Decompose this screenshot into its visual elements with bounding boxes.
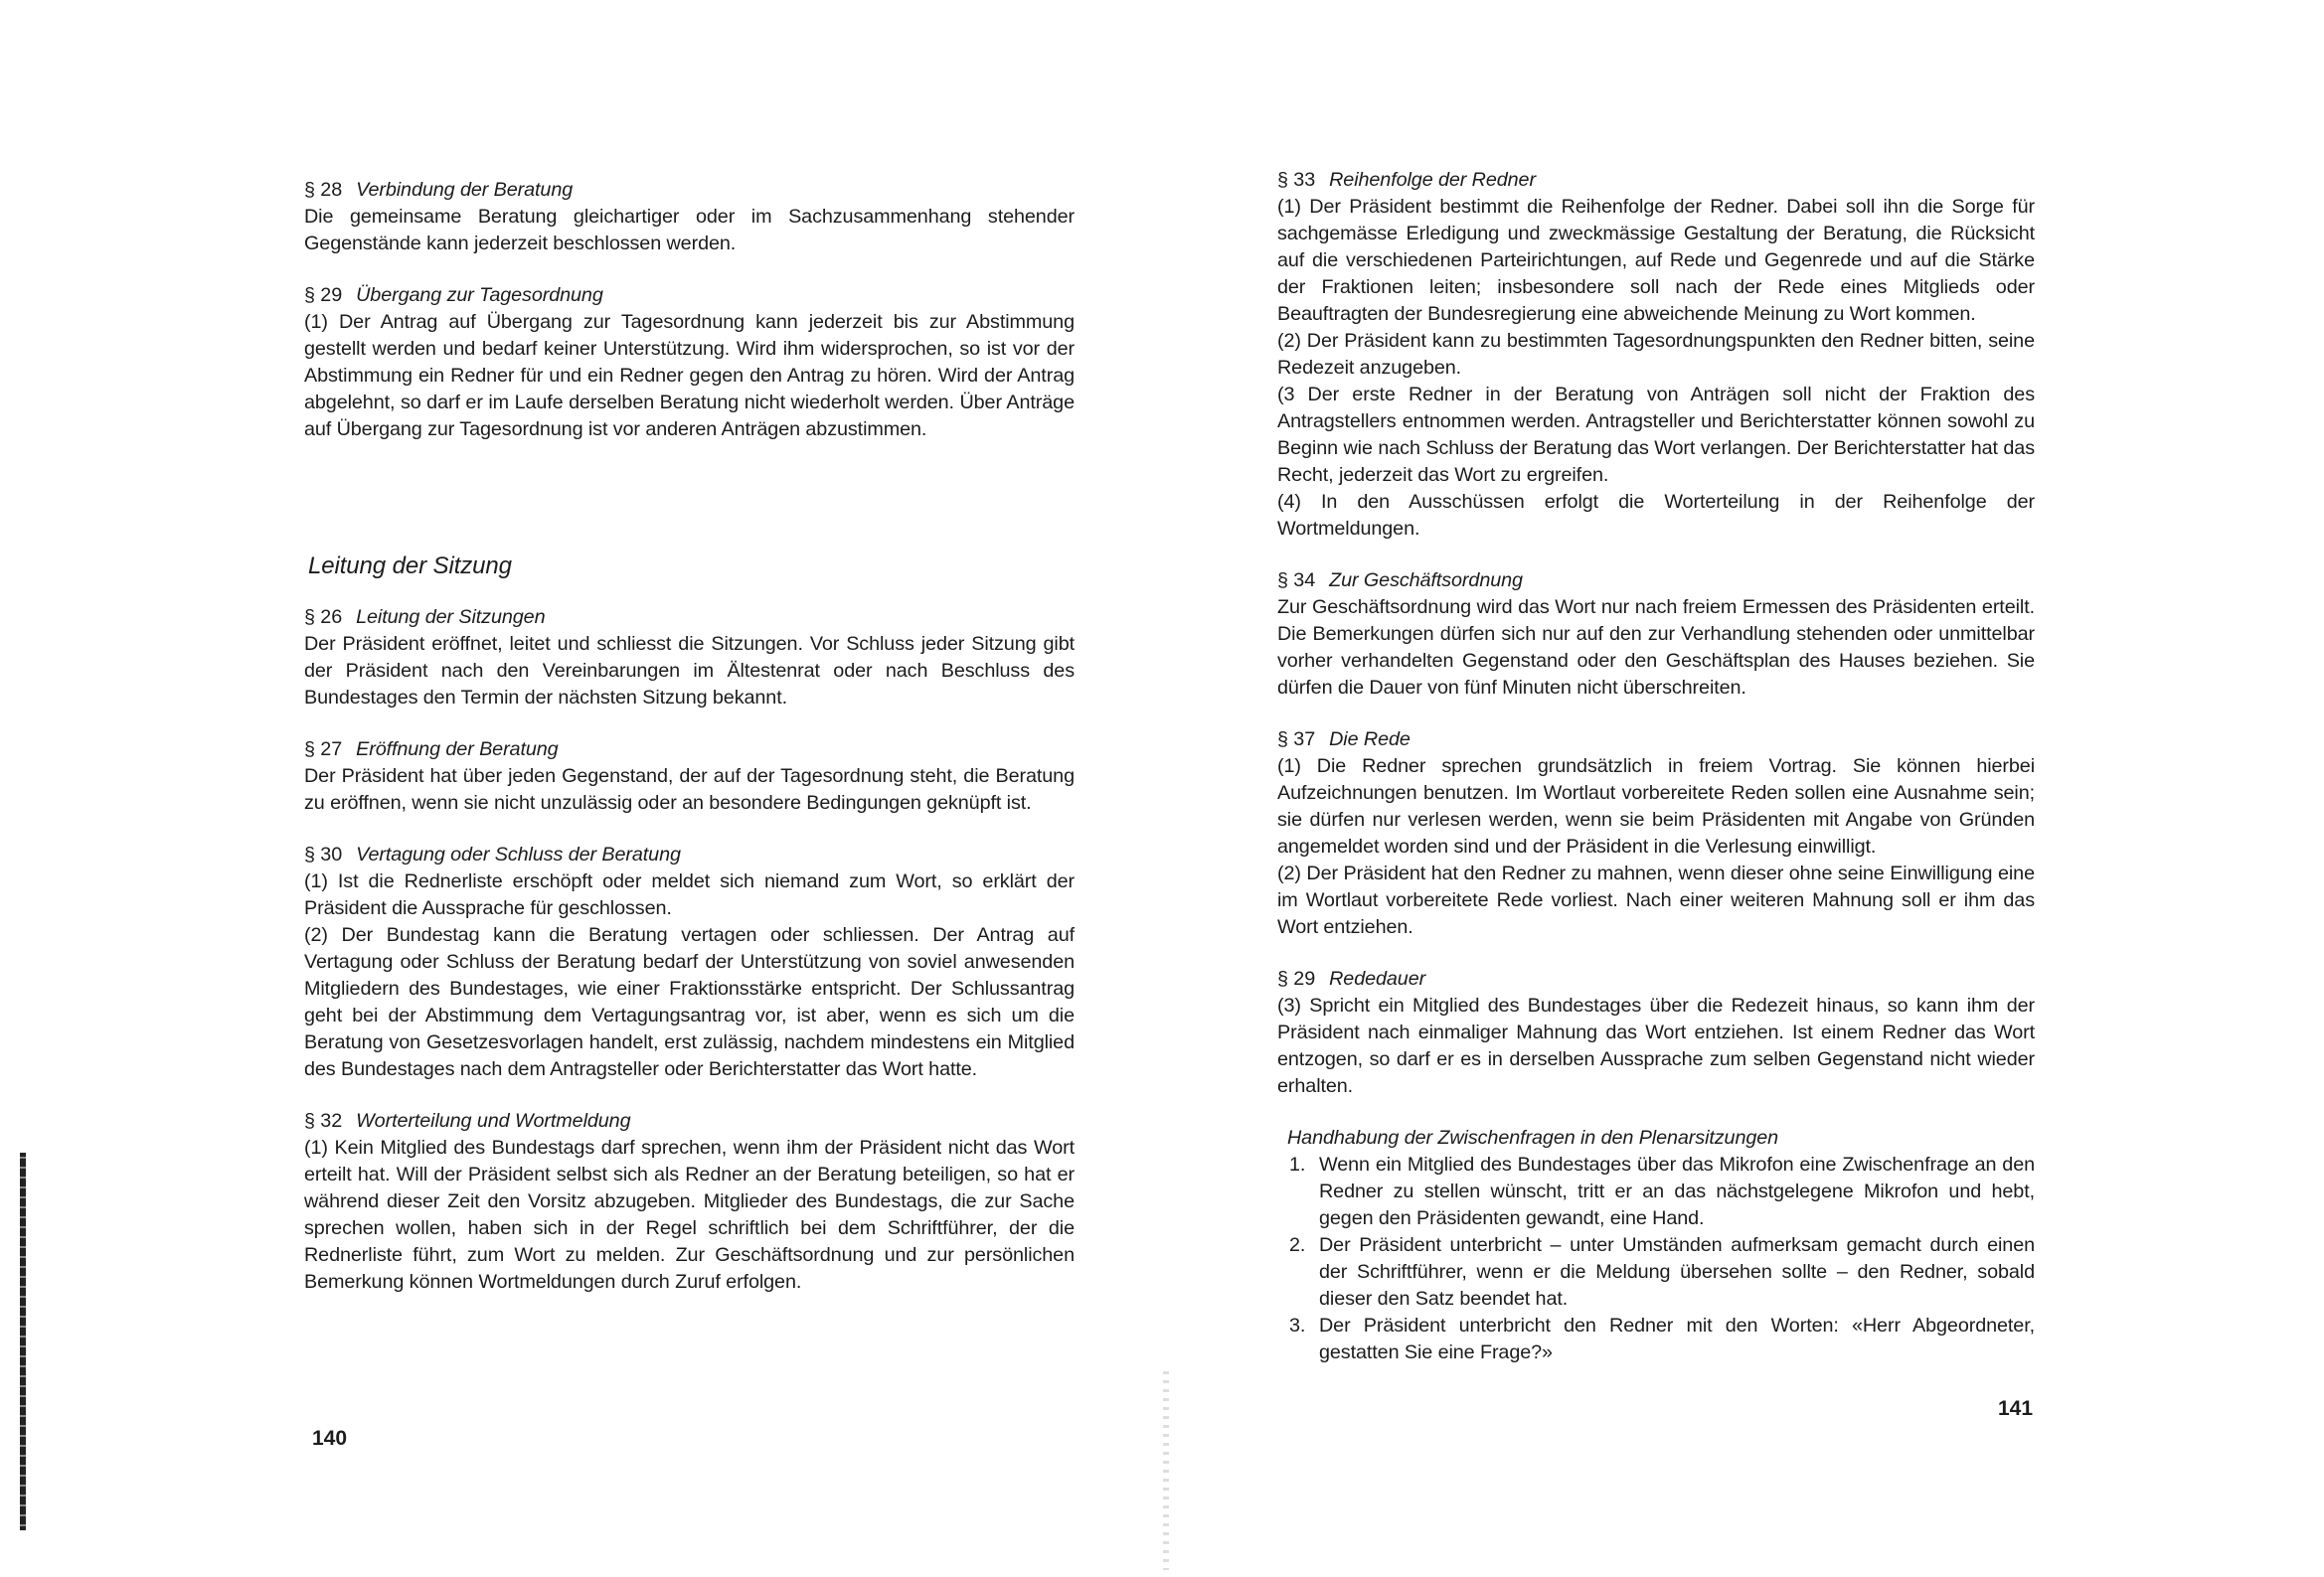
section-number: § 27 xyxy=(304,738,343,760)
section-number: § 30 xyxy=(304,844,343,866)
section-29 xyxy=(304,282,1075,443)
section-heading xyxy=(304,282,1075,309)
section-number: § 32 xyxy=(304,1110,343,1132)
section-heading xyxy=(1277,966,2035,993)
numbered-list xyxy=(1277,1152,2035,1366)
section-number: § 28 xyxy=(304,179,343,201)
section-body: Der Präsident eröffnet, leitet und schliesst die Sitzungen. Vor Schluss jeder Sitzung gibt der Präsident nach den Vereinbarungen im Ältestenrat oder nach Beschluss des Bundestages den Termin der nächsten Sitzung bekannt. xyxy=(304,633,1075,709)
section-heading xyxy=(304,177,1075,204)
section-27 xyxy=(304,736,1075,817)
section-37 xyxy=(1277,726,2035,941)
section-body: Der Präsident hat über jeden Gegenstand, der auf der Tagesordnung steht, die Beratung zu eröffnen, wenn sie nicht unzulässig oder an besondere Bedingungen geknüpft ist. xyxy=(304,765,1075,814)
section-body: (1) Der Antrag auf Übergang zur Tagesordnung kann jederzeit bis zur Abstimmung gestellt werden und bedarf keiner Unterstützung. Wird ihm widersprochen, so ist vor der Abstimmung ein Redner für und ein Redner gegen den Antrag zu hören. Wird der Antrag abgelehnt, so darf er im Laufe derselben Beratung nicht wiederholt werden. Über Anträge auf Übergang zur Tagesordnung ist vor anderen Anträgen abzustimmen. xyxy=(304,311,1075,440)
section-title: Die Rede xyxy=(1329,728,1411,750)
section-number: § 34 xyxy=(1277,569,1316,591)
section-heading xyxy=(1277,726,2035,753)
section-number: § 29 xyxy=(304,284,343,306)
section-26 xyxy=(304,604,1075,711)
section-32 xyxy=(304,1108,1075,1296)
section-title: Reihenfolge der Redner xyxy=(1329,169,1536,191)
list-item-number: 3. xyxy=(1289,1315,1306,1337)
book-gutter xyxy=(1163,1371,1169,1570)
section-paragraph: (4) In den Ausschüssen erfolgt die Worterteilung in der Reihenfolge der Wortmeldungen. xyxy=(1277,491,2035,540)
section-heading xyxy=(304,1108,1075,1135)
subheading-zwischenfragen: Handhabung der Zwischenfragen in den Plenarsitzungen xyxy=(1287,1127,1779,1149)
list-item-number: 2. xyxy=(1289,1234,1306,1256)
section-paragraph: (2) Der Präsident kann zu bestimmten Tagesordnungspunkten den Redner bitten, seine Redezeit anzugeben. xyxy=(1277,330,2035,379)
list-item-number: 1. xyxy=(1289,1154,1306,1176)
chapter-title: Leitung der Sitzung xyxy=(308,552,512,579)
section-paragraph: (2) Der Bundestag kann die Beratung vertagen oder schliessen. Der Antrag auf Vertagung oder Schluss der Beratung bedarf der Unterstützung von soviel anwesenden Mitgliedern des Bundestages, wie einer Fraktionsstärke entspricht. Der Schlussantrag geht bei der Abstimmung dem Vertagungsantrag vor, ist aber, wenn es sich um die Beratung von Gesetzesvorlagen handelt, erst zulässig, nachdem mindestens ein Mitglied des Bundestages nach dem Antragsteller oder Berichterstatter das Wort hatte. xyxy=(304,924,1075,1080)
section-title: Worterteilung und Wortmeldung xyxy=(356,1110,631,1132)
left-page-column xyxy=(304,177,1075,1321)
section-heading xyxy=(304,604,1075,631)
section-title: Eröffnung der Beratung xyxy=(356,738,559,760)
page-number-left: 140 xyxy=(312,1427,348,1450)
section-title: Verbindung der Beratung xyxy=(356,179,574,201)
section-body: Zur Geschäftsordnung wird das Wort nur nach freiem Ermessen des Präsidenten erteilt. Die Bemerkungen dürfen sich nur auf den zur Verhandlung stehenden oder unmittelbar vorher verhandelten Gegenstand oder den Geschäftsplan des Hauses beziehen. Sie dürfen die Dauer von fünf Minuten nicht überschreiten. xyxy=(1277,596,2035,699)
section-heading xyxy=(1277,567,2035,594)
list-item-text: Der Präsident unterbricht – unter Umständen aufmerksam gemacht durch einen der Schriftführer, wenn er die Meldung übersehen sollte – den Redner, sobald dieser den Satz beendet hat. xyxy=(1319,1234,2035,1310)
page-number-right: 141 xyxy=(1998,1397,2034,1420)
list-item-text: Wenn ein Mitglied des Bundestages über das Mikrofon eine Zwischenfrage an den Redner zu stellen wünscht, tritt er an das nächstgelegene Mikrofon und hebt, gegen den Präsidenten gewandt, eine Hand. xyxy=(1319,1154,2035,1229)
section-heading xyxy=(304,736,1075,763)
section-28 xyxy=(304,177,1075,257)
list-item xyxy=(1289,1313,2035,1366)
section-number: § 29 xyxy=(1277,968,1316,990)
section-body: (1) Kein Mitglied des Bundestags darf sprechen, wenn ihm der Präsident nicht das Wort erteilt hat. Will der Präsident selbst sich als Redner an der Beratung beteiligen, so hat er während dieser Zeit den Vorsitz abzugeben. Mitglieder des Bundestags, die zur Sache sprechen wollen, haben sich in der Regel schriftlich bei dem Schriftführer, der die Rednerliste führt, zum Wort zu melden. Zur Geschäftsordnung und zur persönlichen Bemerkung können Wortmeldungen durch Zuruf erfolgen. xyxy=(304,1137,1075,1293)
list-item xyxy=(1289,1232,2035,1313)
scan-edge-shadow xyxy=(20,1153,26,1530)
section-number: § 26 xyxy=(304,606,343,628)
section-heading xyxy=(304,842,1075,868)
section-34 xyxy=(1277,567,2035,702)
section-30 xyxy=(304,842,1075,1083)
section-title: Übergang zur Tagesordnung xyxy=(356,284,603,306)
section-title: Zur Geschäftsordnung xyxy=(1329,569,1523,591)
section-heading xyxy=(1277,167,2035,194)
section-body: Die gemeinsame Beratung gleichartiger oder im Sachzusammenhang stehender Gegenstände kann jederzeit beschlossen werden. xyxy=(304,206,1075,254)
list-item-text: Der Präsident unterbricht den Redner mit den Worten: «Herr Abgeordneter, gestatten Sie eine Frage?» xyxy=(1319,1315,2035,1363)
section-paragraph: (1) Die Redner sprechen grundsätzlich in freiem Vortrag. Sie können hierbei Aufzeichnungen benutzen. Im Wortlaut vorbereitete Reden sollen eine Ausnahme sein; sie dürfen nur verlesen werden, wenn sie beim Präsidenten mit Angabe von Gründen angemeldet worden sind und der Präsident in die Verlesung einwilligt. xyxy=(1277,755,2035,858)
section-33 xyxy=(1277,167,2035,543)
right-page-column xyxy=(1277,167,2035,1366)
section-title: Vertagung oder Schluss der Beratung xyxy=(356,844,681,866)
section-number: § 37 xyxy=(1277,728,1316,750)
section-title: Rededauer xyxy=(1329,968,1426,990)
section-title: Leitung der Sitzungen xyxy=(356,606,546,628)
section-29-rededauer xyxy=(1277,966,2035,1100)
section-paragraph: (1) Ist die Rednerliste erschöpft oder meldet sich niemand zum Wort, so erklärt der Präsident die Aussprache für geschlossen. xyxy=(304,870,1075,919)
section-paragraph: (1) Der Präsident bestimmt die Reihenfolge der Redner. Dabei soll ihn die Sorge für sachgemässe Erledigung und zweckmässige Gestaltung der Beratung, die Rücksicht auf die verschiedenen Parteirichtungen, auf Rede und Gegenrede und auf die Stärke der Fraktionen leiten; insbesondere soll nach der Rede eines Mitglieds oder Beauftragten der Bundesregierung eine abweichende Meinung zu Wort kommen. xyxy=(1277,196,2035,325)
section-body: (3) Spricht ein Mitglied des Bundestages über die Redezeit hinaus, so kann ihm der Präsident nach einmaliger Mahnung das Wort entziehen. Ist einem Redner das Wort entzogen, so darf er es in derselben Aussprache zum selben Gegenstand nicht wieder erhalten. xyxy=(1277,995,2035,1097)
section-paragraph: (3 Der erste Redner in der Beratung von Anträgen soll nicht der Fraktion des Antragstellers entnommen werden. Antragsteller und Berichterstatter können sowohl zu Beginn wie nach Schluss der Beratung das Wort verlangen. Der Berichterstatter hat das Recht, jederzeit das Wort zu ergreifen. xyxy=(1277,384,2035,486)
list-item xyxy=(1289,1152,2035,1232)
section-paragraph: (2) Der Präsident hat den Redner zu mahnen, wenn dieser ohne seine Einwilligung eine im Wortlaut vorbereitete Rede vorliest. Nach einer weiteren Mahnung soll er ihm das Wort entziehen. xyxy=(1277,863,2035,938)
section-number: § 33 xyxy=(1277,169,1316,191)
